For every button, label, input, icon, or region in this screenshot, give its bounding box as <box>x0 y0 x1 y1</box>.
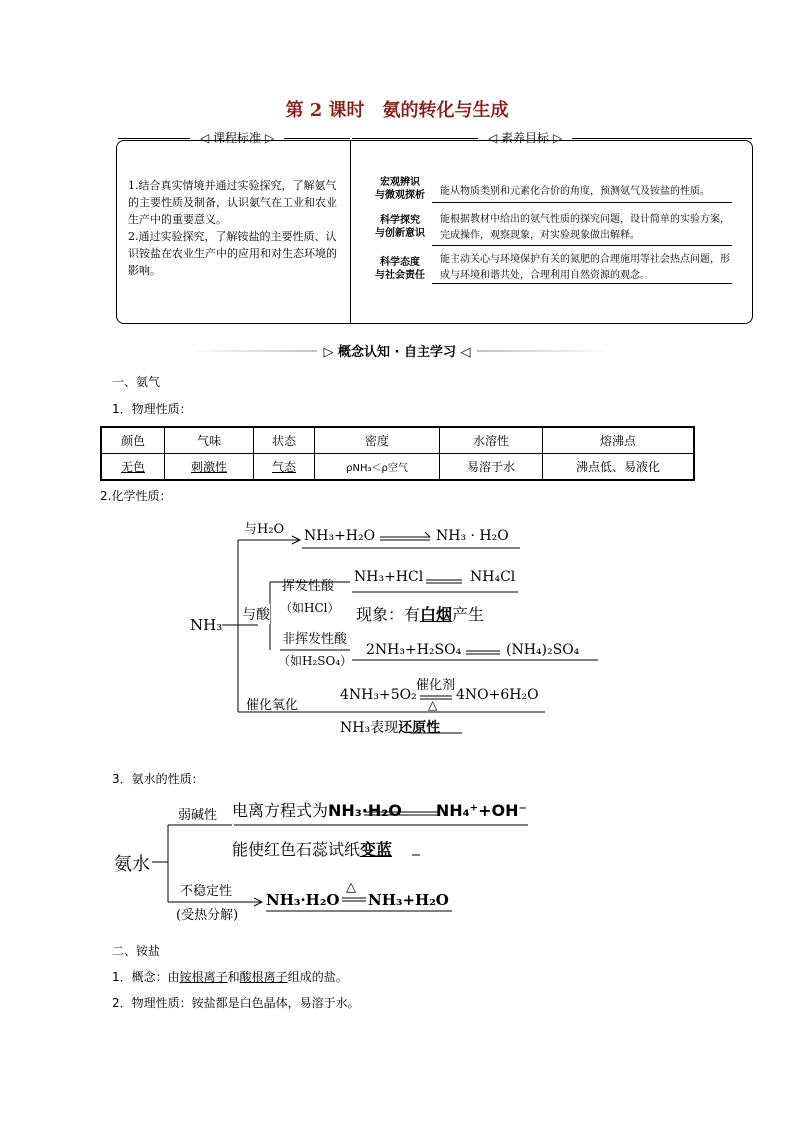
standards-header: ◁ 课程标准 ▷ <box>190 129 284 146</box>
branch-catalytic: 催化氧化 <box>246 698 299 713</box>
table-cell: ρNH₃＜ρ空气 <box>315 454 440 481</box>
literacy-tag: 宏观辨识 与微观探析 <box>375 177 425 201</box>
heading-ammonium-salt: 二、铵盐 <box>112 944 161 958</box>
catalyst-label: 催化剂 <box>416 678 456 693</box>
table-header: 气味 <box>165 427 254 454</box>
unstable-note: (受热分解) <box>176 908 239 923</box>
goals-header: ◁ 素养目标 ▷ <box>478 129 572 146</box>
eq-h2so4-right: (NH₄)₂SO₄ <box>506 642 580 658</box>
heading-physical: 1．物理性质： <box>112 402 192 416</box>
reducing-property: NH₃表现还原性 <box>340 720 441 736</box>
decomp-left: NH₃·H₂O <box>266 891 340 909</box>
concept: 1．概念：由铵根离子和酸根离子组成的盐。 <box>112 970 348 984</box>
eq-ox-right: 4NO+6H₂O <box>456 687 539 703</box>
phenomenon: 现象：有白烟产生 <box>356 605 485 624</box>
eq-hcl-right: NH₄Cl <box>470 569 516 585</box>
standard-item: 2.通过实验探究，了解铵盐的主要性质、认识铵盐在农业生产中的应用和对生态环境的影响。 <box>128 230 337 277</box>
eq-ox-left: 4NH₃+5O₂ <box>340 687 417 703</box>
unstable-label: 不稳定性 <box>180 884 233 899</box>
literacy-tag: 科学探究 与创新意识 <box>375 215 425 239</box>
branch-acid: 与酸 <box>242 604 270 624</box>
table-cell: 沸点低、易液化 <box>543 454 695 481</box>
eq-h2so4-left: 2NH₃+H₂SO₄ <box>366 642 462 658</box>
table-header: 颜色 <box>101 427 165 454</box>
literacy-tag: 科学态度 与社会责任 <box>375 257 425 281</box>
heading-ammonia: 一、氨气 <box>112 375 161 389</box>
page-title: 第 2 课时 氨的转化与生成 <box>285 100 509 121</box>
table-header: 水溶性 <box>440 427 543 454</box>
table-header: 熔沸点 <box>543 427 695 454</box>
branch-water: 与H₂O <box>244 522 285 537</box>
literacy-text: 能主动关心与环境保护有关的氮肥的合理施用等社会热点问题，形成与环境和谐共处，合理利用自然资源的观念。 <box>440 254 730 281</box>
heat-symbol: △ <box>428 698 438 712</box>
table-header: 状态 <box>254 427 315 454</box>
table-cell: 易溶于水 <box>440 454 543 481</box>
decomp-right: NH₃+H₂O <box>368 891 449 909</box>
table-header: 密度 <box>315 427 440 454</box>
eq-water-left: NH₃+H₂O <box>304 528 376 544</box>
heading-chemical: 2.化学性质： <box>100 489 172 503</box>
ammonia-water-root: 氨水 <box>114 854 150 875</box>
nonvolatile-example: （如H₂SO₄） <box>278 654 353 668</box>
eq-hcl-left: NH₃+HCl <box>354 569 424 585</box>
heading-ammonia-water: 3．氨水的性质： <box>112 772 204 786</box>
literacy-text: 能根据教材中给出的氨气性质的探究问题，设计简单的实验方案，完成操作，观察现象，对实验现象做出解释。 <box>440 214 730 241</box>
ionization-equation: 电离方程式为NH₃·H₂O NH₄⁺+OH⁻ <box>232 801 527 820</box>
table-cell: 气态 <box>254 454 315 481</box>
diagram-root: NH₃ <box>190 616 223 634</box>
literacy-text: 能从物质类别和元素化合价的角度，预测氨气及铵盐的性质。 <box>440 186 710 197</box>
section-title: ▷ 概念认知 · 自主学习 ◁ <box>0 341 794 360</box>
weak-base-label: 弱碱性 <box>178 808 218 823</box>
table-cell: 无色 <box>101 454 165 481</box>
volatile-example: （如HCl） <box>280 601 340 615</box>
heat-symbol: △ <box>346 880 356 895</box>
eq-water-right: NH₃ · H₂O <box>436 528 509 544</box>
standard-item: 1.结合真实情境并通过实验探究，了解氨气的主要性质及制备，认识氨气在工业和农业生产中的重要意义。 <box>128 179 337 226</box>
table-cell: 刺激性 <box>165 454 254 481</box>
physical-property-salt: 2．物理性质：铵盐都是白色晶体，易溶于水。 <box>112 996 360 1010</box>
volatile-acid: 挥发性酸 <box>282 579 335 594</box>
nonvolatile-acid: 非挥发性酸 <box>282 632 348 647</box>
litmus-test: 能使红色石蕊试纸变蓝 <box>232 840 393 859</box>
